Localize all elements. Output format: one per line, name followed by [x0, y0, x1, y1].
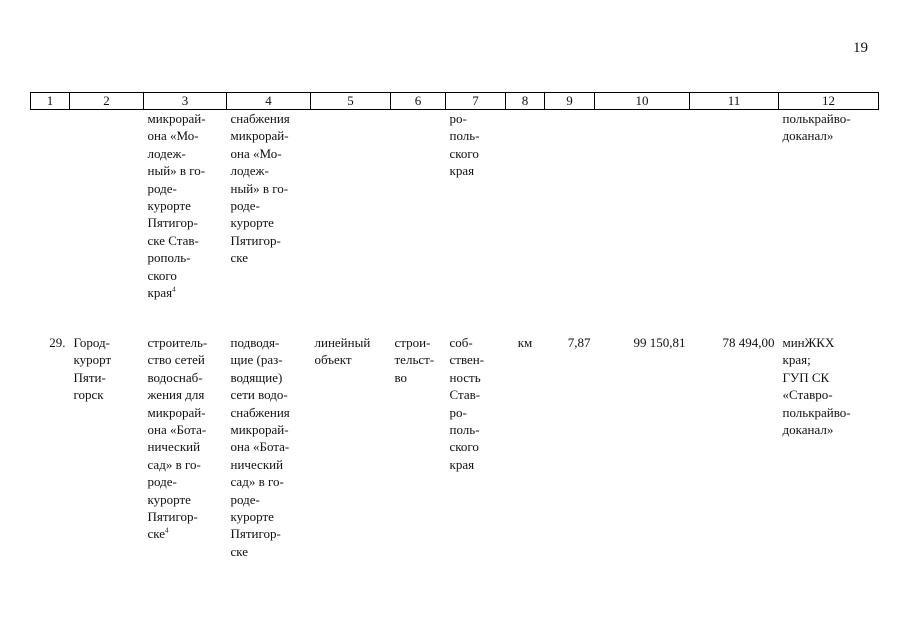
object-name-text: строитель- ство сетей водоснаб- жения для микрорай- она «Бота- нический сад» в го- роде- курорте Пятигор- ске [147, 335, 208, 542]
cont-ownership-cell: ро- поль- ского края [449, 111, 480, 179]
executors-cell: минЖКХ края; ГУП СК «Ставро- полькрайво- доканал» [782, 335, 851, 438]
column-header: 11 [690, 93, 779, 110]
investment-table [30, 92, 879, 560]
column-header: 9 [545, 93, 595, 110]
unit-cell: км [517, 335, 533, 350]
column-header: 3 [144, 93, 227, 110]
footnote-marker: 4 [172, 285, 176, 294]
capacity-cell: 7,87 [567, 335, 591, 350]
column-number-row [31, 93, 879, 110]
column-header: 2 [70, 93, 144, 110]
column-header: 12 [779, 93, 879, 110]
cost-budget-cell: 78 494,00 [722, 335, 775, 350]
column-header: 10 [595, 93, 690, 110]
table-row [31, 330, 879, 560]
cont-object-name-text: микрорай- она «Мо- лодеж- ный» в го- роде- курорте Пятигор- ске Став- рополь- ского края [147, 111, 206, 301]
continuation-row [31, 110, 879, 311]
cont-executors-cell: полькрайво- доканал» [782, 111, 851, 144]
column-header: 5 [311, 93, 391, 110]
work-type-cell: строи- тельст- во [394, 335, 435, 385]
column-header: 6 [391, 93, 446, 110]
cost-total-cell: 99 150,81 [633, 335, 686, 350]
description-cell: подводя- щие (раз- водящие) сети водо- снабжения микрорай- она «Бота- нический сад» в го- роде- курорте Пятигор- ске [230, 335, 290, 559]
row-number: 29. [49, 335, 66, 350]
column-header: 1 [31, 93, 70, 110]
row-spacer [31, 310, 879, 330]
object-name-cell [144, 330, 227, 560]
column-header: 8 [506, 93, 545, 110]
ownership-cell: соб- ствен- ность Став- ро- поль- ского края [449, 335, 485, 472]
municipality-cell: Город- курорт Пяти- горск [73, 335, 112, 403]
object-type-cell: линейный объект [314, 335, 371, 368]
column-header: 4 [227, 93, 311, 110]
column-header: 7 [446, 93, 506, 110]
page-number: 19 [853, 40, 868, 56]
cont-description-cell: снабжения микрорай- она «Мо- лодеж- ный» в го- роде- курорте Пятигор- ске [230, 111, 290, 266]
cont-object-name-cell [144, 110, 227, 311]
footnote-marker: 4 [165, 527, 169, 536]
